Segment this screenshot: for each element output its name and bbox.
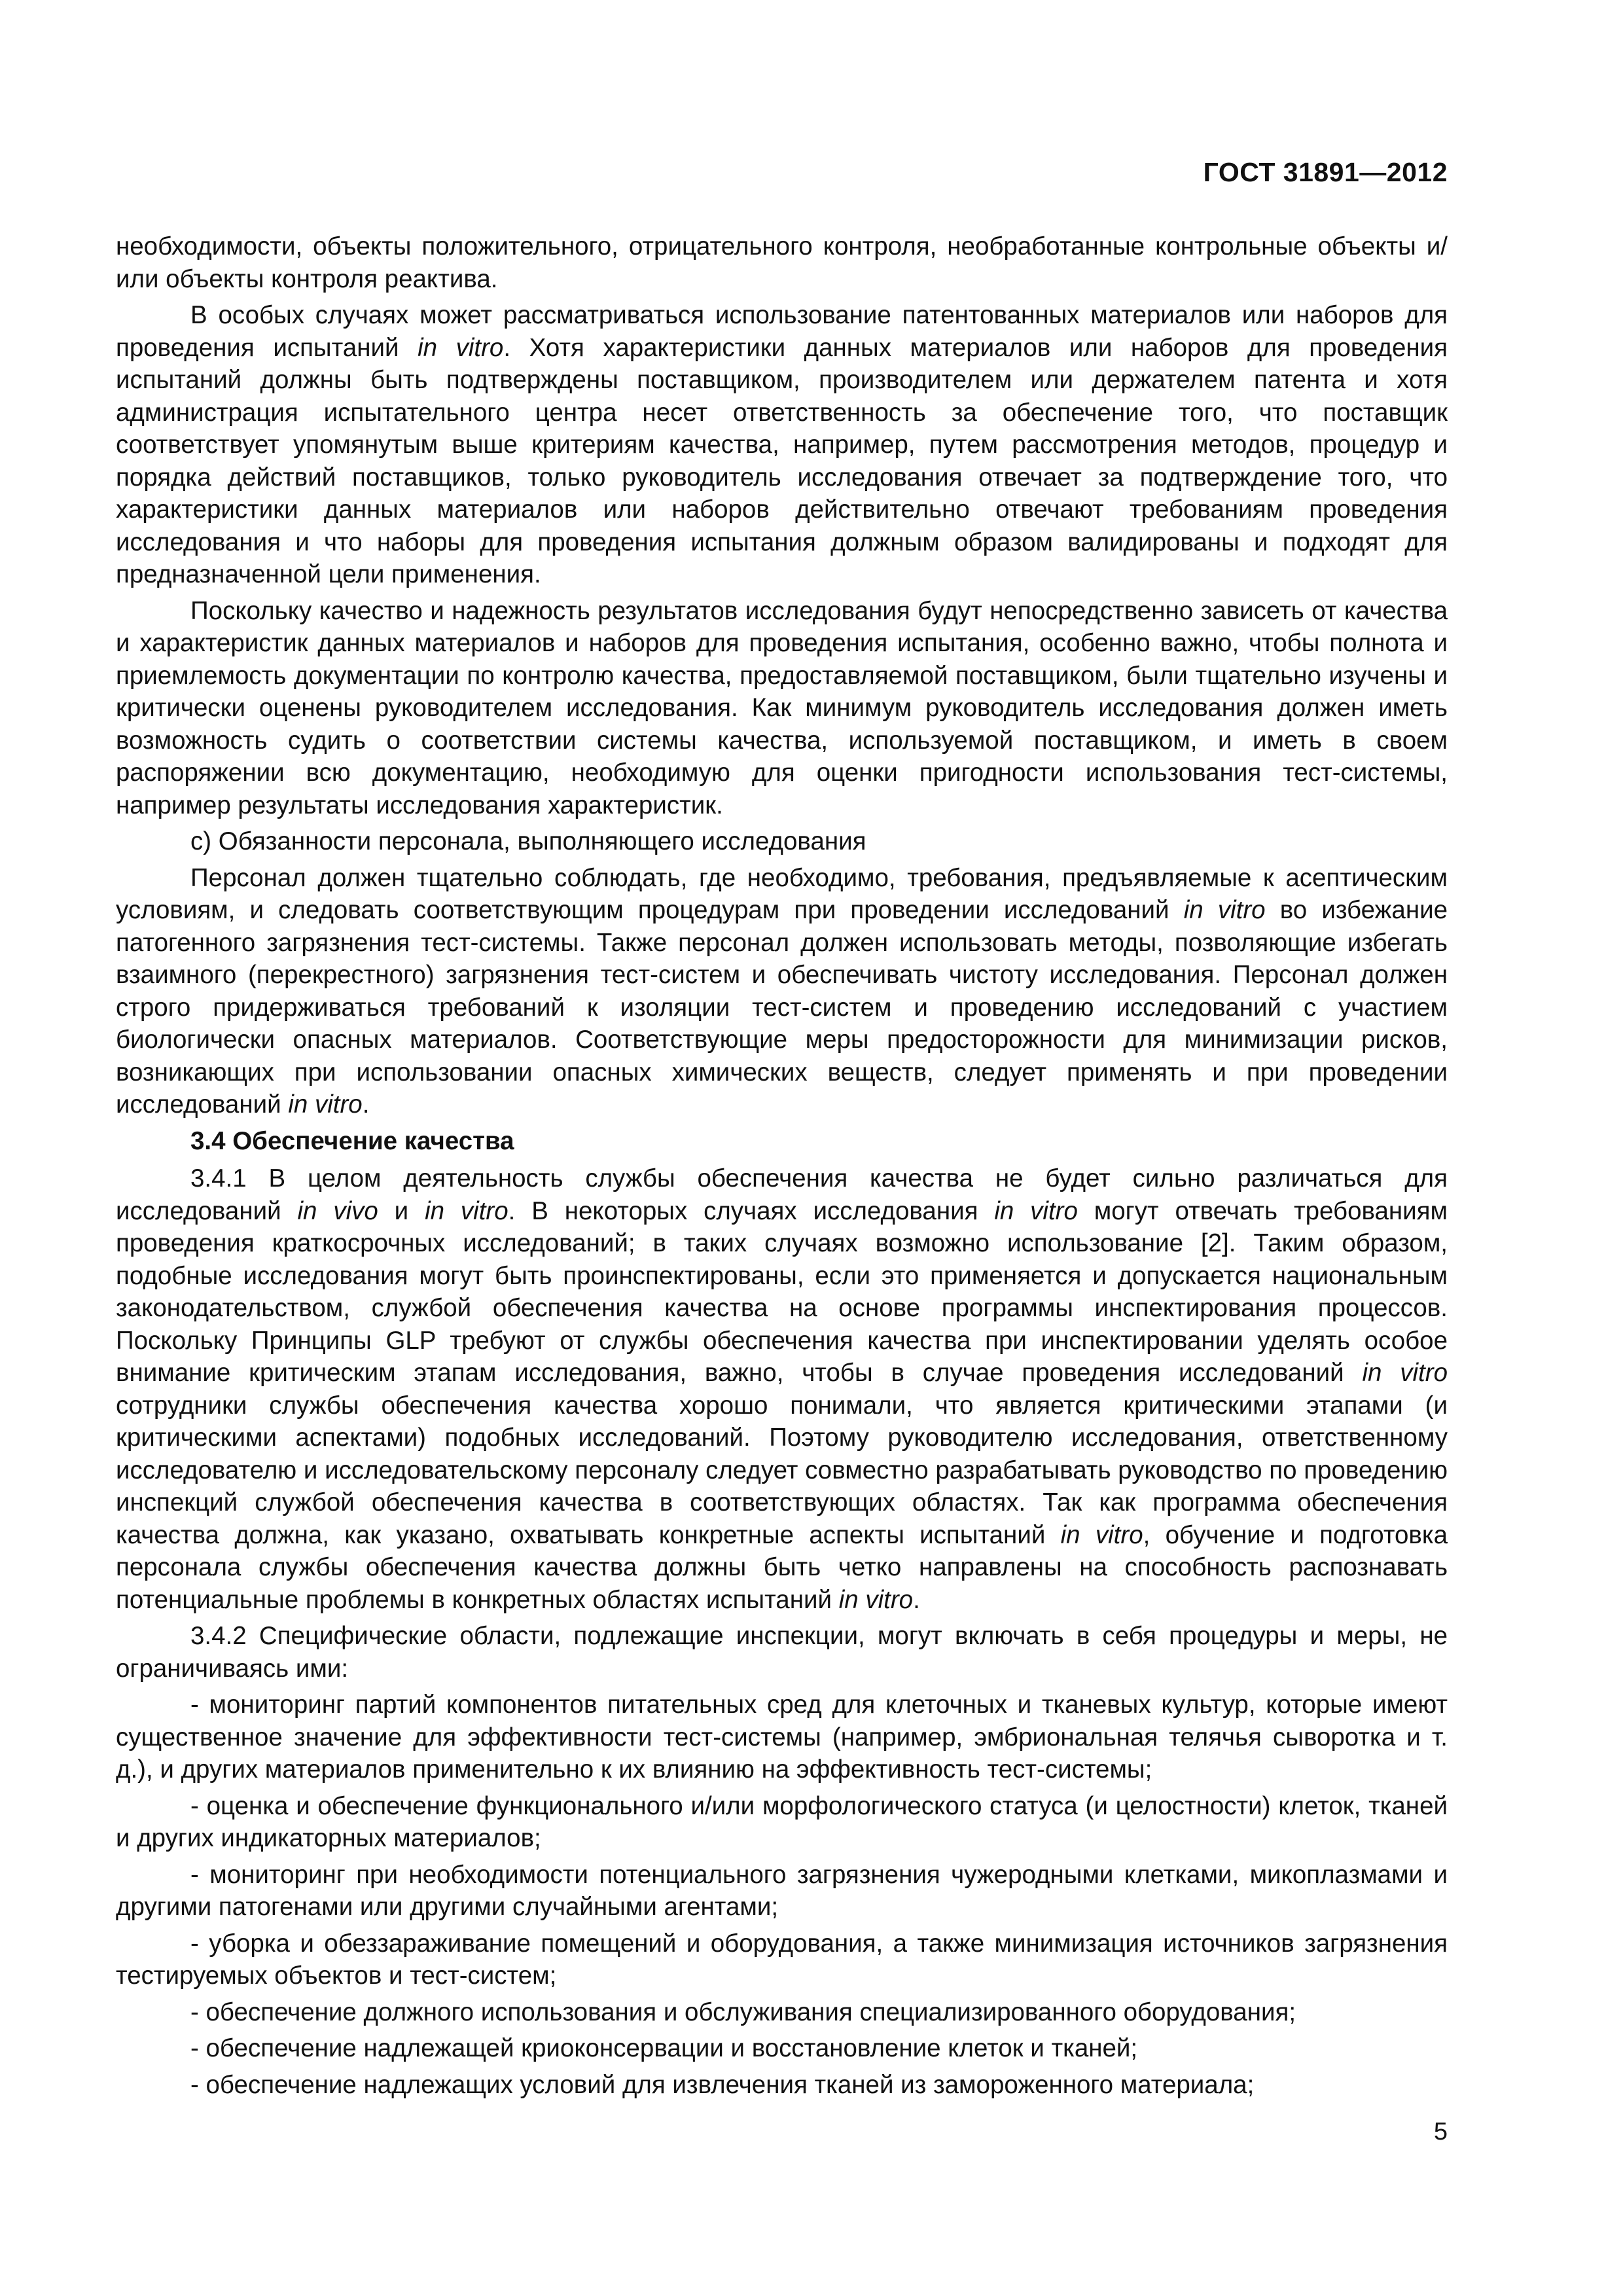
paragraph-continuation: необходимости, объекты положительного, отрицательного контроля, необработанные контрольные объекты и/или объекты контроля реактива. — [116, 232, 1448, 293]
italic-term: in vitro — [838, 1585, 914, 1614]
text-run: . В некоторых случаях исследования — [508, 1196, 995, 1225]
italic-term: in vitro — [1183, 896, 1266, 924]
italic-term: in vitro — [1362, 1359, 1448, 1387]
paragraph-quality-reliability: Поскольку качество и надежность результатов исследования будут непосредственно зависеть от качества и характеристик данных материалов и наборов для проведения испытания, особенно важно, чтобы полнота и приемлемость документации по контролю качества, предоставляемой поставщиком, были тщательно изучены и критически оценены руководителем исследования. Как минимум руководитель исследования должен иметь возможность судить о соответствии системы качества, используемой поставщиком, и иметь в своем распоряжении всю документацию, необходимую для оценки пригодности использования тест-системы, например результаты исследования характеристик. — [116, 596, 1448, 819]
text-run: . — [913, 1585, 920, 1614]
italic-term: in vivo — [297, 1196, 378, 1225]
text-run: 3.4.1 В целом деятельность службы обеспечения качества не будет сильно различаться для исследований — [116, 1164, 1448, 1225]
text-run: . Хотя характеристики данных материалов или наборов для проведения испытаний должны быть подтверждены поставщиком, производителем или держателем патента и хотя администрация испытательного центра несет ответственность за обеспечение того, что поставщик соответствует упомянутым выше критериям качества, например, путем рассмотрения методов, процедур и порядка действий поставщиков, только руководитель исследования отвечает за подтверждение того, что характеристики данных материалов или наборов действительно отвечают требованиям проведения исследования и что наборы для проведения испытания должным образом валидированы и подходят для предназначенной цели применения. — [116, 333, 1448, 588]
text-run: . — [362, 1090, 370, 1119]
italic-term: in vitro — [994, 1196, 1078, 1225]
text-run: и — [378, 1196, 425, 1225]
paragraph-patented-materials — [116, 299, 1448, 591]
document-standard-number: ГОСТ 31891—2012 — [1203, 157, 1448, 187]
paragraph-personnel — [116, 862, 1448, 1121]
text-run: сотрудники службы обеспечения качества хорошо понимали, что является критическими этапами (и критическими аспектами) подобных исследований. Поэтому руководителю исследования, ответственному исследователю и исследовательскому персоналу следует совместно разрабатывать руководство по проведению инспекций службой обеспечения качества в соответствующих областях. Так как программа обеспечения качества должна, как указано, охватывать конкретные аспекты испытаний — [116, 1391, 1448, 1549]
text-run: могут отвечать требованиям проведения краткосрочных исследований; в таких случаях возможно использование [2]. Таким образом, подобные исследования могут быть проинспектированы, если это применяется и допускается национальным законодательством, службой обеспечения качества на основе программы инспектирования процессов. Поскольку Принципы GLP требуют от службы обеспечения качества при инспектировании уделять особое внимание критическим этапам исследования, важно, чтобы в случае проведения исследований — [116, 1196, 1448, 1387]
paragraph-3-4-1 — [116, 1162, 1448, 1616]
section-heading: 3.4 Обеспечение качества — [190, 1126, 514, 1155]
text-run: , обучение и подготовка персонала службы обеспечения качества должны быть четко направлены на способность распознавать потенциальные проблемы в конкретных областях испытаний — [116, 1520, 1448, 1614]
list-item: - обеспечение надлежащих условий для извлечения тканей из замороженного материала; — [190, 2070, 1255, 2099]
italic-term: in vitro — [425, 1196, 508, 1225]
list-item-c: c) Обязанности персонала, выполняющего исследования — [190, 827, 866, 855]
text-run: во избежание патогенного загрязнения тест-системы. Также персонал должен использовать методы, позволяющие избегать взаимного (перекрестного) загрязнения тест-систем и обеспечивать чистоту исследования. Персонал должен строго придерживаться требований к изоляции тест-систем и проведению исследований с участием биологически опасных материалов. Соответствующие меры предосторожности для минимизации рисков, возникающих при использовании опасных химических веществ, следует применять и при проведении исследований — [116, 896, 1448, 1119]
list-item: - обеспечение надлежащей криоконсервации и восстановление клеток и тканей; — [190, 2034, 1138, 2062]
list-item: - оценка и обеспечение функционального и/или морфологического статуса (и целостности) клеток, тканей и других индикаторных материалов; — [116, 1791, 1448, 1852]
text-run: Персонал должен тщательно соблюдать, где необходимо, требования, предъявляемые к асептическим условиям, и следовать соответствующим процедурам при проведении исследований — [116, 863, 1448, 924]
italic-term: in vitro — [288, 1090, 363, 1119]
italic-term: in vitro — [418, 333, 504, 362]
list-item: - обеспечение должного использования и обслуживания специализированного оборудования; — [190, 1998, 1296, 2026]
document-body — [116, 230, 1448, 2105]
text-run: В особых случаях может рассматриваться использование патентованных материалов или наборов для проведения испытаний — [116, 301, 1448, 362]
list-item: - мониторинг партий компонентов питательных сред для клеточных и тканевых культур, которые имеют существенное значение для эффективности тест-системы (например, эмбриональная телячья сыворотка и т. д.), и других материалов применительно к их влиянию на эффективность тест-системы; — [116, 1691, 1448, 1784]
list-item: - мониторинг при необходимости потенциального загрязнения чужеродными клетками, микоплазмами и другими патогенами или другими случайными агентами; — [116, 1860, 1448, 1921]
page-number: 5 — [1433, 2118, 1448, 2145]
list-item: - уборка и обеззараживание помещений и оборудования, а также минимизация источников загрязнения тестируемых объектов и тест-систем; — [116, 1929, 1448, 1990]
paragraph-3-4-2: 3.4.2 Специфические области, подлежащие инспекции, могут включать в себя процедуры и меры, не ограничиваясь ими: — [116, 1622, 1448, 1683]
italic-term: in vitro — [1060, 1520, 1143, 1549]
